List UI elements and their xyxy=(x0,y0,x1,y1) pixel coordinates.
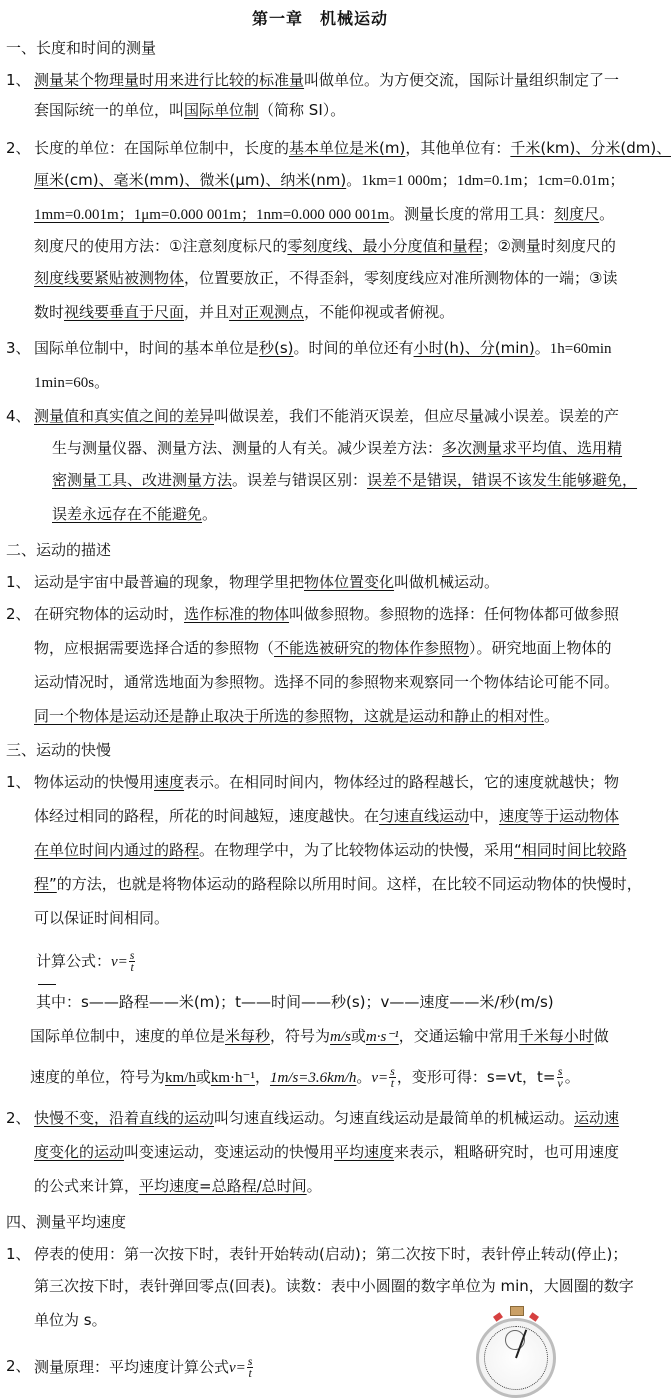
section-heading-4: 四、测量平均速度 xyxy=(6,1213,127,1231)
s2-p2-num: 2、 xyxy=(6,605,31,623)
s1-p2-line6: 数时视线要垂直于尺面，并且对正观测点，不能仰视或者俯视。 xyxy=(34,303,455,321)
s3-p1-line3: 在单位时间内通过的路程。在物理学中，为了比较物体运动的快慢，采用“相同时间比较路 xyxy=(34,841,627,859)
formula-overbar xyxy=(38,984,56,985)
section-heading-3: 三、运动的快慢 xyxy=(6,741,112,759)
formula-variables: 其中：s——路程——米(m)；t——时间——秒(s)；v——速度——米/秒(m/s) xyxy=(36,993,554,1011)
s3-p1-line2: 体经过相同的路程，所花的时间越短，速度越快。在匀速直线运动中，速度等于运动物体 xyxy=(34,807,620,825)
stopwatch-icon xyxy=(472,1306,562,1400)
s1-p4-line3: 密测量工具、改进测量方法。误差与错误区别：误差不是错误，错误不该发生能够避免， xyxy=(52,471,638,489)
section-heading-1: 一、长度和时间的测量 xyxy=(6,39,157,57)
s1-p2-line2: 厘米(cm)、毫米(mm)、微米(μm)、纳米(nm)。1km=1 000m；1dm=0.1m；1cm=0.01m； xyxy=(34,171,625,189)
s1-p2-line3: 1mm=0.001m；1μm=0.000 001m；1nm=0.000 000 001m。测量长度的常用工具：刻度尺。 xyxy=(34,205,615,223)
s1-p3-line2: 1min=60s。 xyxy=(34,373,110,391)
s3-p1-line4: 程”的方法，也就是将物体运动的路程除以所用时间。这样，在比较不同运动物体的快慢时， xyxy=(34,875,642,893)
s1-p3-num: 3、 xyxy=(6,339,31,357)
s1-p2-line1: 长度的单位：在国际单位制中，长度的基本单位是米(m)，其他单位有：千米(km)、分米(dm)、 xyxy=(34,139,671,157)
s1-p1-line1: 测量某个物理量时用来进行比较的标准量叫做单位。为方便交流，国际计量组织制定了一 xyxy=(34,71,620,89)
s3-p2-line1: 快慢不变，沿着直线的运动叫匀速直线运动。匀速直线运动是最简单的机械运动。运动速 xyxy=(34,1109,620,1127)
s2-p1-line1: 运动是宇宙中最普遍的现象，物理学里把物体位置变化叫做机械运动。 xyxy=(34,573,500,591)
s1-p2-line4: 刻度尺的使用方法：①注意刻度标尺的零刻度线、最小分度值和量程；②测量时刻度尺的 xyxy=(34,237,616,255)
page-title: 第一章 机械运动 xyxy=(251,9,388,28)
s3-p1-num: 1、 xyxy=(6,773,31,791)
s3-p2-num: 2、 xyxy=(6,1109,31,1127)
s3-p1-line5: 可以保证时间相同。 xyxy=(34,909,170,927)
s1-p4-line2: 生与测量仪器、测量方法、测量的人有关。减少误差方法：多次测量求平均值、选用精 xyxy=(52,439,623,457)
s1-p2-num: 2、 xyxy=(6,139,31,157)
s4-p1-line2: 第三次按下时，表针弹回零点(回表)。读数：表中小圆圈的数字单位为 min，大圆圈的数字 xyxy=(34,1277,634,1295)
s1-p4-line4: 误差永远存在不能避免。 xyxy=(52,505,218,523)
s1-p3-line1: 国际单位制中，时间的基本单位是秒(s)。时间的单位还有小时(h)、分(min)。1h=60min xyxy=(34,339,612,357)
s3-p1-line1: 物体运动的快慢用速度表示。在相同时间内，物体经过的路程越长，它的速度就越快；物 xyxy=(34,773,620,791)
s3-p2-line3: 的公式来计算，平均速度=总路程/总时间。 xyxy=(34,1177,322,1195)
s1-p4-num: 4、 xyxy=(6,407,31,425)
s4-p2-num: 2、 xyxy=(6,1357,31,1375)
s2-p2-line2: 物，应根据需要选择合适的参照物（不能选被研究的物体作参照物）。研究地面上物体的 xyxy=(34,639,612,657)
s1-p4-line1: 测量值和真实值之间的差异叫做误差，我们不能消灭误差，但应尽量减小误差。误差的产 xyxy=(34,407,620,425)
s2-p2-line3: 运动情况时，通常选地面为参照物。选择不同的参照物来观察同一个物体结论可能不同。 xyxy=(34,673,620,691)
s1-p1-num: 1、 xyxy=(6,71,31,89)
s2-p2-line1: 在研究物体的运动时，选作标准的物体叫做参照物。参照物的选择：任何物体都可做参照 xyxy=(34,605,620,623)
s3-p2-line2: 度变化的运动叫变速运动，变速运动的快慢用平均速度来表示，粗略研究时，也可用速度 xyxy=(34,1143,620,1161)
s2-p2-line4: 同一个物体是运动还是静止取决于所选的参照物，这就是运动和静止的相对性。 xyxy=(34,707,560,725)
stopwatch-crown xyxy=(510,1306,524,1316)
section-heading-2: 二、运动的描述 xyxy=(6,541,112,559)
s1-p1-line2: 套国际统一的单位，叫国际单位制（简称 SI）。 xyxy=(34,101,346,119)
s3-units-line1: 国际单位制中，速度的单位是米每秒，符号为m/s或m·s⁻¹，交通运输中常用千米每小时做 xyxy=(30,1027,609,1045)
s4-p1-line3: 单位为 s。 xyxy=(34,1311,107,1329)
s2-p1-num: 1、 xyxy=(6,573,31,591)
speed-formula: 计算公式：v= $\frac{s}{t}$ xyxy=(36,948,135,974)
s3-units-line2: 速度的单位，符号为km/h或km·h⁻¹，1m/s=3.6km/h。v= $\frac{s}{t}$ ，变形可得：s=vt，t= $\frac{s}{v}$ 。 xyxy=(30,1064,580,1090)
s1-p2-line5: 刻度线要紧贴被测物体，位置要放正，不得歪斜，零刻度线应对准所测物体的一端；③读 xyxy=(34,269,618,287)
s4-p2-line1: 测量原理：平均速度计算公式v= $\frac{s}{t}$ xyxy=(34,1354,253,1380)
s4-p1-num: 1、 xyxy=(6,1245,31,1263)
s4-p1-line1: 停表的使用：第一次按下时，表针开始转动(启动)；第二次按下时，表针停止转动(停止)； xyxy=(34,1245,628,1263)
